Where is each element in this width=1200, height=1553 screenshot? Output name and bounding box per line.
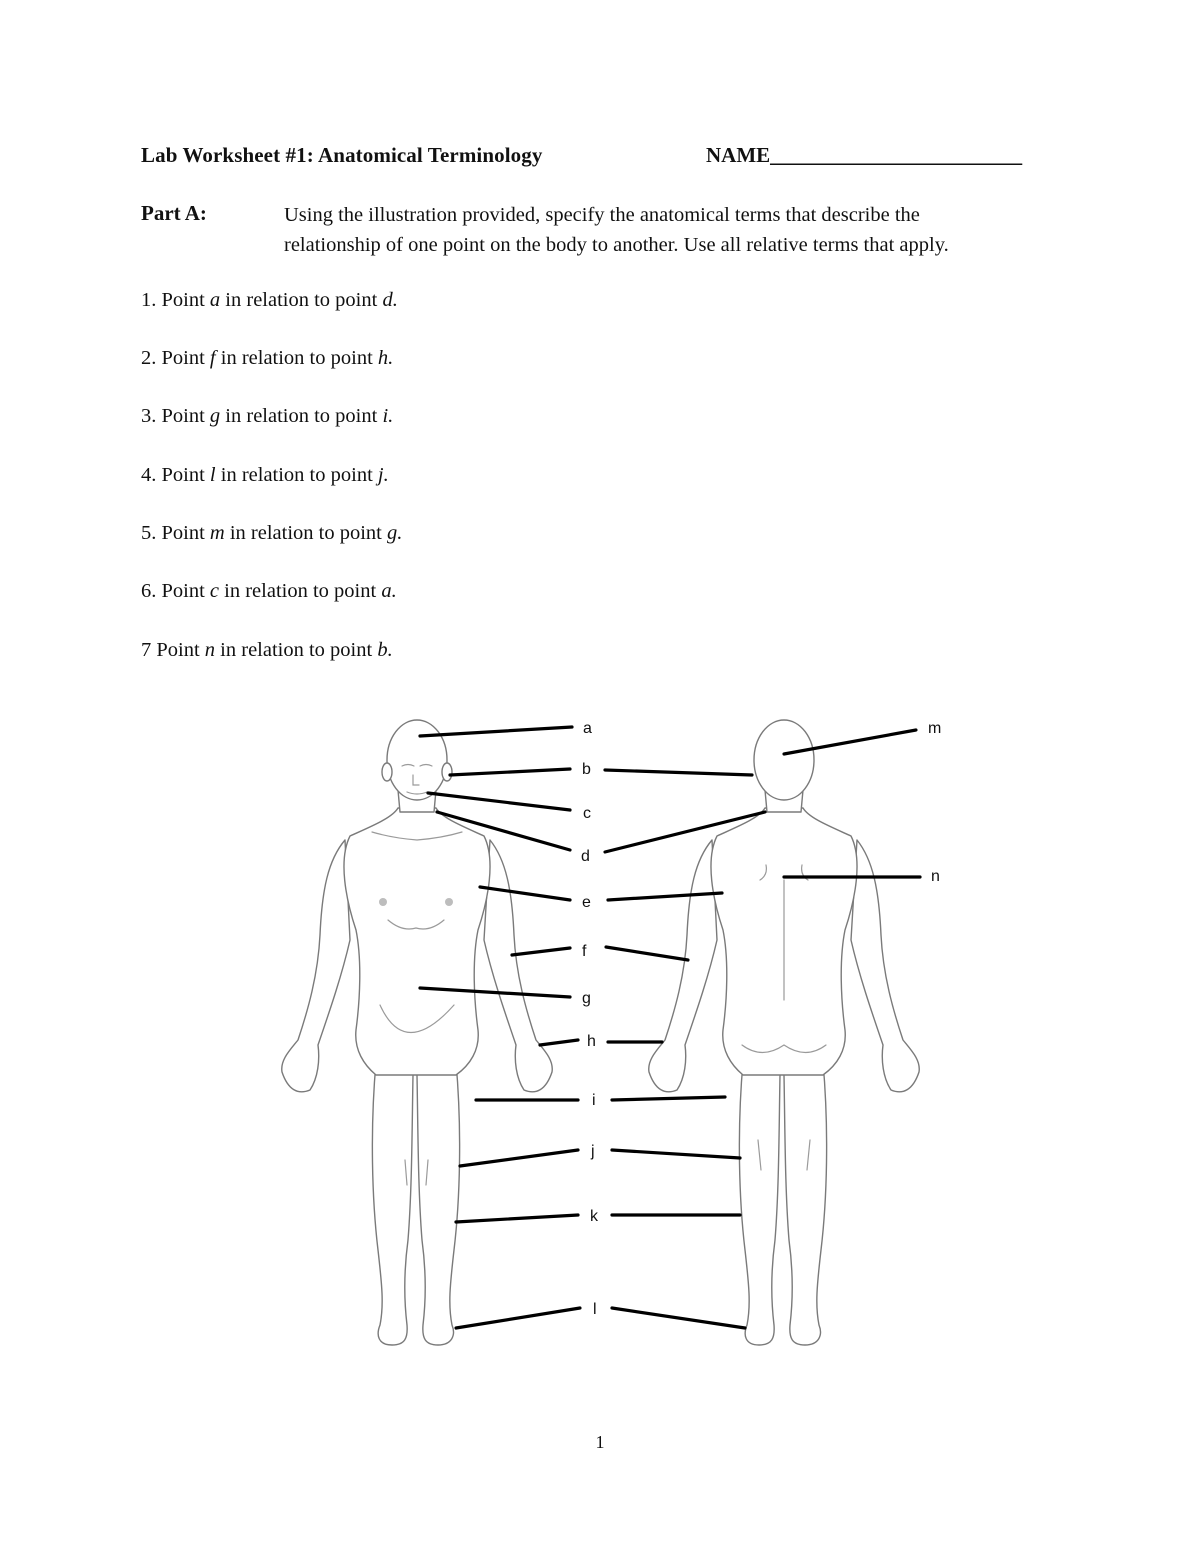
anterior-body	[282, 720, 553, 1345]
label-b: b	[582, 761, 591, 778]
label-i: i	[592, 1092, 596, 1109]
label-l: l	[593, 1301, 597, 1318]
name-field[interactable]: NAME________________________	[706, 143, 1023, 167]
leader-b-back	[605, 770, 752, 775]
label-f: f	[582, 943, 587, 960]
label-h: h	[587, 1033, 596, 1050]
label-e: e	[582, 894, 591, 911]
part-a-instructions	[284, 200, 1084, 260]
leader-h-front	[540, 1040, 578, 1045]
posterior-body	[649, 720, 920, 1345]
label-c: c	[583, 805, 591, 822]
instructions-line-2: relationship of one point on the body to another. Use all relative terms that apply.	[284, 234, 949, 256]
question-6: 6. Point c in relation to point a.	[141, 580, 397, 602]
instructions-line-1: Using the illustration provided, specify the anatomical terms that describe the	[284, 204, 920, 226]
anatomy-figure	[0, 700, 1200, 1400]
question-4: 4. Point l in relation to point j.	[141, 464, 389, 486]
question-7: 7 Point n in relation to point b.	[141, 639, 393, 661]
leader-j-back	[612, 1150, 740, 1158]
question-2: 2. Point f in relation to point h.	[141, 347, 394, 369]
leader-i-back	[612, 1097, 725, 1100]
leader-c	[428, 793, 570, 810]
leader-k-front	[456, 1215, 578, 1222]
question-3: 3. Point g in relation to point i.	[141, 405, 394, 427]
label-k: k	[590, 1208, 598, 1225]
part-a-label: Part A:	[141, 201, 207, 225]
leader-f-front	[512, 948, 570, 955]
question-1: 1. Point a in relation to point d.	[141, 289, 398, 311]
label-d: d	[581, 848, 590, 865]
leader-b-front	[450, 769, 570, 775]
label-a: a	[583, 720, 592, 737]
leader-a	[420, 727, 572, 736]
worksheet-title: Lab Worksheet #1: Anatomical Terminology	[141, 143, 543, 167]
label-j: j	[591, 1143, 595, 1160]
leader-l-front	[456, 1308, 580, 1328]
label-m: m	[928, 720, 942, 737]
label-g: g	[582, 990, 591, 1007]
leader-f-back	[606, 947, 688, 960]
leader-j-front	[460, 1150, 578, 1166]
question-5: 5. Point m in relation to point g.	[141, 522, 403, 544]
label-n: n	[931, 868, 940, 885]
page-number: 1	[595, 1432, 605, 1452]
leader-l-back	[612, 1308, 745, 1328]
